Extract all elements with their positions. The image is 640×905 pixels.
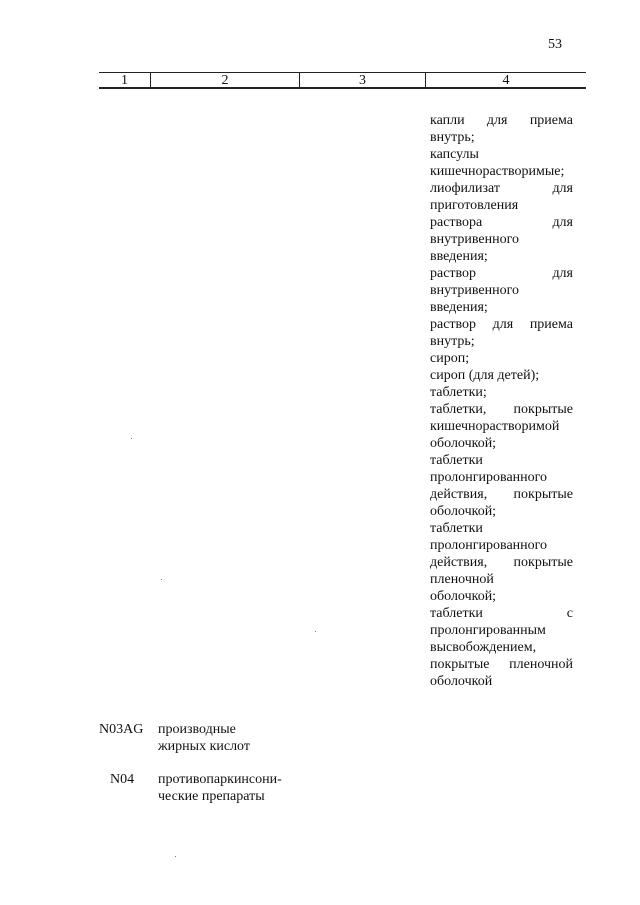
dosage-form-line bbox=[430, 469, 573, 486]
dosage-form-word: с bbox=[566, 606, 573, 621]
header-col-3: 3 bbox=[299, 73, 425, 87]
dosage-form-word: раствора bbox=[430, 215, 483, 230]
dosage-form-line bbox=[430, 367, 573, 384]
dosage-form-line bbox=[430, 537, 573, 554]
dosage-form-line bbox=[430, 571, 573, 588]
dosage-form-line bbox=[430, 129, 573, 146]
dosage-form-word: высвобождением, bbox=[430, 640, 537, 655]
dosage-form-word: введения; bbox=[430, 249, 488, 264]
dosage-form-line bbox=[430, 673, 573, 690]
table-header bbox=[99, 72, 586, 89]
dosage-form-word: покрытые bbox=[513, 402, 573, 417]
scan-speck bbox=[175, 856, 176, 857]
dosage-form-word: лиофилизат bbox=[430, 181, 501, 196]
dosage-form-line bbox=[430, 656, 573, 673]
dosage-form-line bbox=[430, 112, 573, 129]
dosage-form-word: капли bbox=[430, 113, 465, 128]
dosage-form-word: внутривенного bbox=[430, 283, 520, 298]
scan-speck bbox=[131, 438, 132, 439]
dosage-form-word: капсулы bbox=[430, 147, 479, 162]
atc-code: N03AG bbox=[99, 722, 144, 737]
dosage-form-line bbox=[430, 622, 573, 639]
dosage-form-line bbox=[430, 265, 573, 282]
dosage-form-line bbox=[430, 503, 573, 520]
dosage-form-line bbox=[430, 639, 573, 656]
dosage-form-word: кишечнорастворимой bbox=[430, 419, 560, 434]
dosage-form-word: приема bbox=[529, 317, 573, 332]
dosage-form-word: пленочной bbox=[430, 572, 494, 587]
dosage-form-word: действия, bbox=[430, 555, 488, 570]
dosage-form-line bbox=[430, 435, 573, 452]
dosage-form-line bbox=[430, 163, 573, 180]
dosage-form-word: для bbox=[552, 215, 573, 230]
header-col-2: 2 bbox=[150, 73, 299, 87]
dosage-form-line bbox=[430, 384, 573, 401]
dosage-form-line bbox=[430, 299, 573, 316]
dosage-form-word: пленочной bbox=[509, 657, 573, 672]
dosage-form-word: введения; bbox=[430, 300, 488, 315]
atc-code: N04 bbox=[110, 772, 135, 787]
dosage-form-word: приготовления bbox=[430, 198, 519, 213]
dosage-form-word: для bbox=[552, 266, 573, 281]
dosage-form-word: приема bbox=[529, 113, 573, 128]
dosage-form-word: для bbox=[492, 317, 514, 332]
scan-speck bbox=[161, 579, 162, 580]
dosage-form-line bbox=[430, 248, 573, 265]
dosage-form-line bbox=[430, 282, 573, 299]
dosage-form-word: покрытые bbox=[513, 487, 573, 502]
dosage-form-word: таблетки bbox=[430, 453, 483, 468]
dosage-form-line bbox=[430, 520, 573, 537]
dosage-form-word: для bbox=[552, 181, 573, 196]
dosage-form-line bbox=[430, 418, 573, 435]
dosage-form-line bbox=[430, 605, 573, 622]
header-col-1: 1 bbox=[121, 73, 128, 88]
dosage-form-line bbox=[430, 588, 573, 605]
dosage-form-word: оболочкой bbox=[430, 674, 493, 689]
dosage-form-word: таблетки; bbox=[430, 385, 487, 400]
dosage-form-word: таблетки bbox=[430, 606, 483, 621]
dosage-form-line bbox=[430, 554, 573, 571]
dosage-form-word: пролонгированного bbox=[430, 538, 548, 553]
description-line: производные bbox=[158, 722, 236, 737]
dosage-form-word: покрытые bbox=[430, 657, 490, 672]
dosage-form-word: таблетки bbox=[430, 521, 483, 536]
dosage-form-word: действия, bbox=[430, 487, 488, 502]
dosage-form-line bbox=[430, 486, 573, 503]
dosage-form-word: оболочкой; bbox=[430, 589, 497, 604]
dosage-form-line bbox=[430, 401, 573, 418]
dosage-form-word: сироп; bbox=[430, 351, 470, 366]
dosage-form-line bbox=[430, 180, 573, 197]
dosage-form-word: для bbox=[486, 113, 508, 128]
dosage-form-line bbox=[430, 350, 573, 367]
dosage-form-word: покрытые bbox=[513, 555, 573, 570]
group-description bbox=[158, 771, 308, 805]
dosage-form-word: оболочкой; bbox=[430, 436, 497, 451]
dosage-form-line bbox=[430, 197, 573, 214]
dosage-form-word: раствор bbox=[430, 317, 477, 332]
dosage-form-word: таблетки, bbox=[430, 402, 487, 417]
dosage-forms-list bbox=[430, 112, 573, 690]
description-line: противопаркинсони- bbox=[158, 772, 282, 787]
description-line: ческие препараты bbox=[158, 789, 265, 804]
dosage-form-line bbox=[430, 146, 573, 163]
dosage-form-word: раствор bbox=[430, 266, 477, 281]
scan-speck bbox=[315, 631, 316, 632]
header-col-4: 4 bbox=[425, 73, 586, 87]
dosage-form-word: оболочкой; bbox=[430, 504, 497, 519]
dosage-form-word: пролонгированным bbox=[430, 623, 546, 638]
dosage-form-word: внутрь; bbox=[430, 130, 475, 145]
description-line: жирных кислот bbox=[158, 739, 250, 754]
dosage-form-word: внутривенного bbox=[430, 232, 520, 247]
dosage-form-line bbox=[430, 316, 573, 333]
dosage-form-line bbox=[430, 452, 573, 469]
group-description bbox=[158, 721, 308, 755]
dosage-form-word: сироп (для детей); bbox=[430, 368, 540, 383]
dosage-form-word: пролонгированного bbox=[430, 470, 548, 485]
dosage-form-line bbox=[430, 214, 573, 231]
dosage-form-line bbox=[430, 231, 573, 248]
dosage-form-word: кишечнорастворимые; bbox=[430, 164, 565, 179]
dosage-form-word: внутрь; bbox=[430, 334, 475, 349]
page-number: 53 bbox=[548, 37, 562, 52]
dosage-form-line bbox=[430, 333, 573, 350]
